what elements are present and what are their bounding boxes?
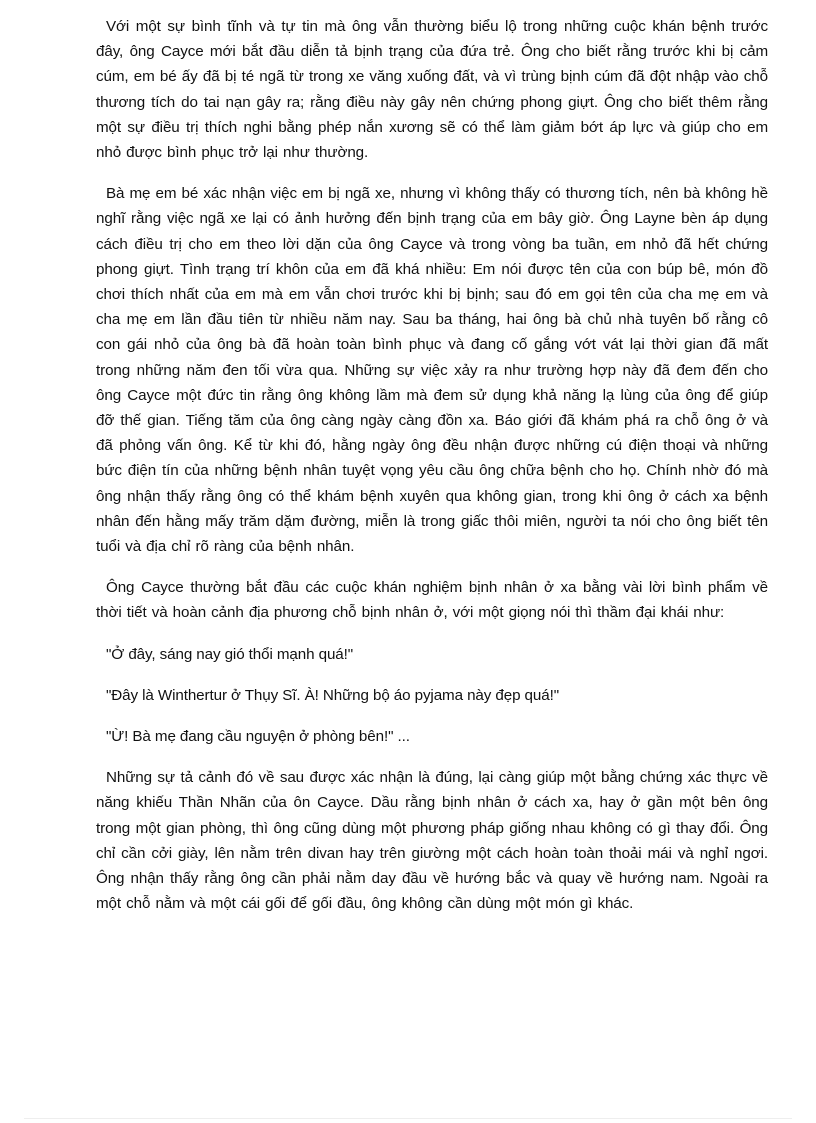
- document-page: [96, 14, 768, 933]
- body-paragraph: Ông Cayce thường bắt đầu các cuộc khán nghiệm bịnh nhân ở xa bằng vài lời bình phẩm về thời tiết và hoàn cảnh địa phương chỗ bịnh nhân ở, với một giọng nói thì thầm đại khái như:: [96, 579, 768, 622]
- body-paragraph: Những sự tả cảnh đó về sau được xác nhận là đúng, lại càng giúp một bằng chứng xác thực về năng khiếu Thần Nhãn của ôn Cayce. Dầu rằng bịnh nhân ở cách xa, hay ở gần một bên ông trong một gian phòng, thì ông cũng dùng một phương pháp giống nhau không có gì thay đổi. Ông chỉ cần cởi giày, lên nằm trên divan hay trên giường một cách hoàn toàn thoải mái và nghỉ ngơi. Ông nhận thấy rằng ông cần phải nằm day đầu về hướng bắc và quay về hướng nam. Ngoài ra một chỗ nằm và một cái gối để gối đầu, ông không cần dùng một món gì khác.: [96, 769, 768, 913]
- body-paragraph: Với một sự bình tĩnh và tự tin mà ông vẫn thường biểu lộ trong những cuộc khán bệnh trước đây, ông Cayce mới bắt đầu diễn tả bịnh trạng của đứa trẻ. Ông cho biết rằng trước khi bị cảm cúm, em bé ấy đã bị té ngã từ trong xe văng xuống đất, và vì trùng bịnh cúm đã đột nhập vào chỗ thương tích do tai nạn gây ra; rằng điều này gây nên chứng phong giựt. Ông cho biết thêm rằng một sự điều trị thích nghi bằng phép nắn xương sẽ có thể làm giảm bớt áp lực và giúp cho em nhỏ được bình phục trở lại như thường.: [96, 18, 768, 162]
- quote-line: "Ừ! Bà mẹ đang cầu nguyện ở phòng bên!" ...: [106, 728, 410, 746]
- body-paragraph: Bà mẹ em bé xác nhận việc em bị ngã xe, nhưng vì không thấy có thương tích, nên bà không hề nghĩ rằng việc ngã xe lại có ảnh hưởng đến bịnh trạng của em bây giờ. Ông Layne bèn áp dụng cách điều trị cho em theo lời dặn của ông Cayce và trong vòng ba tuần, em nhỏ đã hết chứng phong giựt. Tình trạng trí khôn của em đã khá nhiều: Em nói được tên của con búp bê, món đồ chơi thích nhất của em mà em vẫn chơi trước khi bị bịnh; sau đó em gọi tên của cha mẹ em và cha mẹ em lần đầu tiên từ nhiều năm nay. Sau ba tháng, hai ông bà chủ nhà tuyên bố rằng cô con gái nhỏ của ông bà đã hoàn toàn bình phục và đang cố gắng vớt vát lại thời gian đã mất trong những năm đen tối vừa qua. Những sự việc xảy ra như trường hợp này đã đem đến cho ông Cayce một đức tin rằng ông không lầm mà đem sử dụng khả năng lạ lùng của ông để giúp đỡ thế gian. Tiếng tăm của ông càng ngày càng đồn xa. Báo giới đã khám phá ra chỗ ông ở và đã phỏng vấn ông. Kể từ khi đó, hằng ngày ông đều nhận được những cú điện thoại và những bức điện tín của những bệnh nhân tuyệt vọng yêu cầu ông chữa bệnh cho họ. Chính nhờ đó mà ông nhận thấy rằng ông có thể khám bệnh xuyên qua không gian, trong khi ông ở cách xa bệnh nhân đến hằng mấy trăm dặm đường, miễn là trong giấc thôi miên, người ta nói cho ông biết tên tuổi và địa chỉ rõ ràng của bệnh nhân.: [96, 185, 768, 556]
- quote-line: "Ở đây, sáng nay gió thổi mạnh quá!": [106, 645, 354, 663]
- quote-line: "Đây là Winthertur ở Thụy Sĩ. À! Những bộ áo pyjama này đẹp quá!": [106, 686, 559, 704]
- page-bottom-divider: [24, 1118, 792, 1119]
